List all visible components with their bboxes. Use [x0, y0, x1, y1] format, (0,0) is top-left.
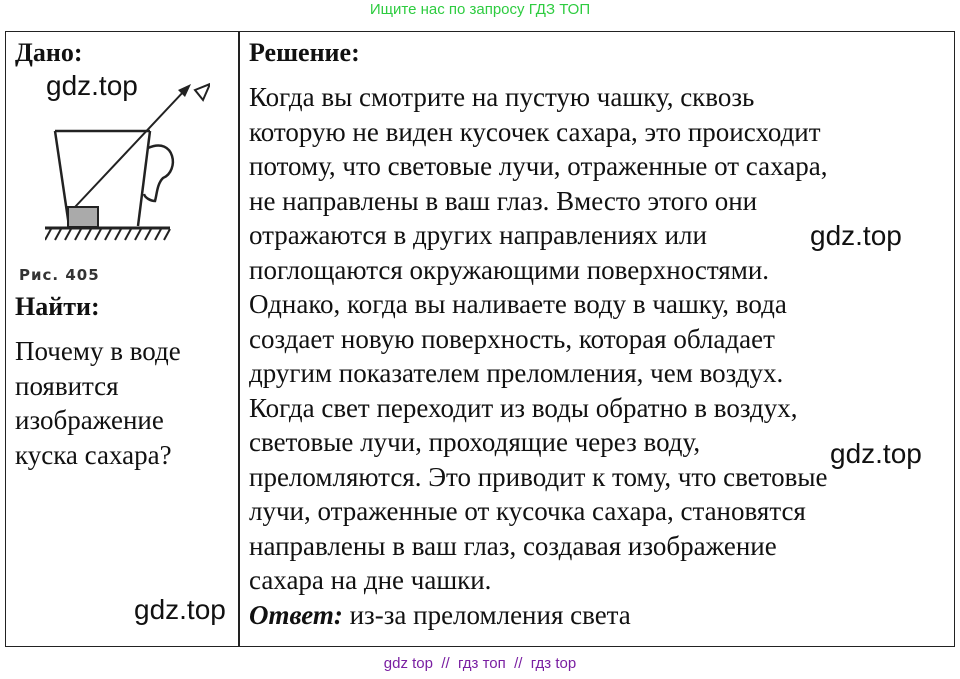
solution-line: световые лучи, проходящие через воду,	[249, 427, 701, 457]
figure-caption: Рис. 405	[19, 266, 100, 284]
solution-line: другим показателем преломления, чем воздух.	[249, 358, 784, 388]
solution-line: Когда вы смотрите на пустую чашку, сквозь	[249, 82, 755, 112]
footer-links	[0, 655, 960, 672]
answer-line	[249, 598, 949, 633]
question-text	[15, 334, 230, 472]
solution-column	[249, 38, 949, 632]
column-divider	[238, 32, 240, 646]
watermark: gdz.top	[830, 438, 922, 469]
top-banner: Ищите нас по запросу ГДЗ ТОП	[369, 1, 591, 18]
question-line: куска сахара?	[15, 439, 172, 470]
solution-line: направлены в ваш глаз, создавая изображение	[249, 530, 777, 561]
question-line: появится	[15, 370, 119, 401]
question-line: Почему в воде	[15, 336, 181, 366]
solution-line: не направлены в ваш глаз. Вместо этого они	[249, 185, 758, 216]
solution-line: лучи, отраженные от кусочка сахара, становятся	[249, 496, 806, 526]
solution-line: создает новую поверхность, которая обладает	[249, 323, 775, 354]
solution-line: отражаются в других направлениях или	[249, 220, 707, 250]
solution-heading: Решение:	[249, 38, 360, 67]
answer-text: из-за преломления света	[342, 599, 631, 630]
task-table	[5, 31, 955, 647]
solution-text	[249, 80, 949, 598]
cup-sugar-figure	[45, 76, 210, 251]
watermark: gdz.top	[810, 220, 902, 251]
solution-line: Однако, когда вы наливаете воду в чашку, вода	[249, 289, 787, 319]
solution-line: которую не виден кусочек сахара, это происходит	[249, 116, 821, 147]
given-heading: Дано:	[15, 38, 83, 67]
solution-line: преломляются. Это приводит к тому, что световые	[249, 461, 828, 492]
solution-line: Когда свет переходит из воды обратно в воздух,	[249, 392, 798, 423]
watermark: gdz.top	[46, 70, 138, 101]
solution-line: потому, что световые лучи, отраженные от сахара,	[249, 151, 828, 181]
find-heading: Найти:	[15, 292, 100, 321]
solution-line: сахара на дне чашки.	[249, 565, 492, 595]
solution-line: поглощаются окружающими поверхностями.	[249, 254, 770, 285]
watermark: gdz.top	[134, 594, 226, 625]
answer-label: Ответ:	[249, 599, 343, 630]
question-line: изображение	[15, 405, 164, 435]
footer-text: gdz top // гдз топ // гдз top	[383, 655, 577, 672]
